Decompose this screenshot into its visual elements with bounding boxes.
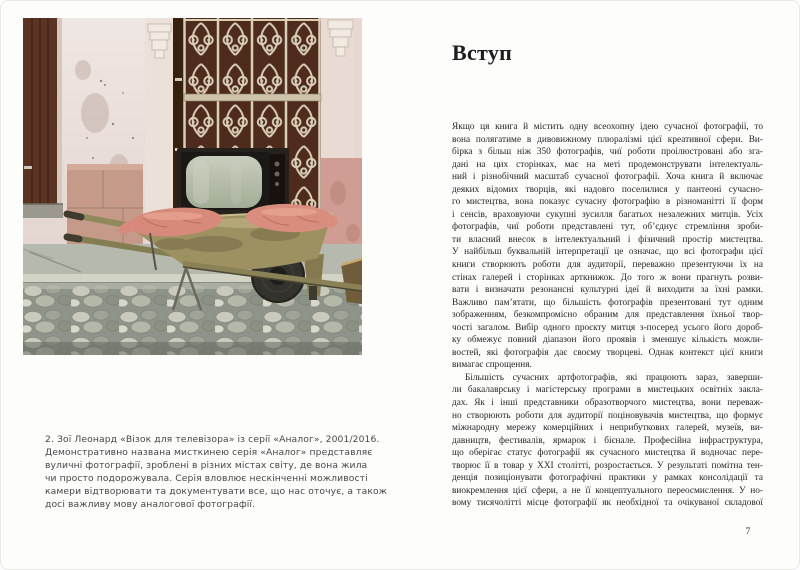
body-line: давництв, фестивалів, ярмарок і бієнале. Професійна інфраструктура,	[452, 435, 763, 446]
body-line: Якщо ця книга й містить одну всеохопну ідею сучасної фотографії, то	[452, 122, 763, 132]
body-line: ний і різнобічний масштаб сучасної фотографії. Хоча книга й включає	[452, 172, 763, 183]
body-line: чості загалом. Вибір одного проєкту митця з-посеред усього його дороб-	[452, 322, 763, 333]
body-line: дах. Як і інші представники образотворчого мистецтва, вони переваж-	[452, 398, 763, 409]
artwork-photo	[23, 18, 362, 355]
body-line: Важливо пам’ятати, що більшість фотографів презентовані тут одним	[452, 297, 763, 308]
body-line: бірка з більш ніж 350 фотографів, чиї роботи проілюстровані або зга-	[452, 147, 763, 158]
body-line: У найбільш буквальній інтерпретації це означає, що всі фотографи цієї	[452, 247, 763, 258]
caption-line: 2. Зої Леонард «Візок для телевізора» із серії «Аналог», 2001/2016.	[45, 434, 380, 445]
body-line: го мистецтва, вона показує сучасну фотографію в різноманітті її форм	[452, 197, 763, 208]
body-line: дані на цих сторінках, має на меті продемонструвати інтелектуаль-	[452, 159, 763, 170]
body-line: книги створюють роботи для аудиторії, переважно презентуючи їх на	[452, 260, 763, 271]
caption-line: чи просто подорожувала. Серія вловлює нескінченні можливості	[45, 473, 368, 485]
body-line: ли бакалаврську і магістерську програми в мистецьких освітніх закла-	[452, 385, 763, 396]
wooden-door	[23, 18, 63, 218]
body-line: вати і визначати резонансні культурні ідеї й виходити за їхні рамки.	[452, 285, 763, 296]
gate-rail	[184, 94, 321, 101]
body-line: і сенсів, враховуючи сукупні зусилля багатьох незалежних митців. Усіх	[452, 209, 763, 220]
door-handle	[24, 166, 32, 169]
body-line: вому тисячолітті місце фотографії як необхідної та очікуваної складової	[452, 498, 763, 509]
chapter-heading: Вступ	[452, 40, 513, 65]
photo-illustration	[23, 18, 362, 355]
body-line: Більшість сучасних артфотографів, які працюють зараз, заверши-	[465, 372, 763, 383]
page-number: 7	[745, 527, 751, 537]
body-line: вимагає спрощення.	[452, 360, 532, 371]
body-line: творює її в товар у XXI столітті, розростається. У результаті помітна тен-	[452, 460, 763, 471]
figure-caption	[45, 433, 388, 512]
body-line: стінах галерей і сторінках арткнижок. До того ж вони прагнуть розви-	[452, 272, 763, 283]
body-line: ку обмежує повний діапазон його проявів і зменшує кількість можли-	[452, 335, 763, 346]
body-line: ти власний внесок в інтелектуальний і фізичний простір мистецтва.	[452, 234, 763, 245]
body-line: но створюють роботи для аудиторії поціновувачів мистецтва, що формує	[452, 410, 763, 421]
body-line: зображенням, безкомпромісно обраним для представлення їхньої твор-	[452, 310, 763, 321]
body-line: виокремлення цієї сфери, а не її концептуального переосмислення. У но-	[452, 485, 763, 496]
body-line: деяких відомих творців, які надовго поселилися у пантеоні сучасно-	[452, 184, 763, 195]
stone-plinth-left	[67, 164, 143, 244]
caption-line: Демонстративно названа мисткинею серія «Аналог» представляє	[45, 447, 373, 459]
caption-line: вуличні фотографії, зроблені в різних містах світу, де вона жила	[45, 460, 368, 472]
tv-set	[177, 148, 289, 214]
body-line: вона полягатиме в дивовижному плюралізмі цієї креативної сфери. Ви-	[452, 134, 763, 145]
caption-line: камери відтворювати та документувати все, що нас оточує, а також	[45, 486, 388, 498]
body-line: фотографів, чиї роботи представлені тут, об’єднує стремління зроби-	[452, 222, 763, 233]
body-text	[452, 121, 763, 510]
body-line: денція позиціонувати фотографічні практики у рамках консолідації та	[452, 473, 763, 484]
caption-line: досі важливу мову аналогової фотографії.	[45, 499, 256, 511]
body-line: востей, які фотографія дає своєму творцеві. Однак контекст цієї книги	[452, 347, 763, 358]
body-line: міжнародну мережу комерційних і неприбуткових галерей, музеїв, ви-	[452, 423, 763, 434]
body-line: що оберігає статус фотографії як сучасного мистецтва й водночас пере-	[452, 448, 763, 459]
